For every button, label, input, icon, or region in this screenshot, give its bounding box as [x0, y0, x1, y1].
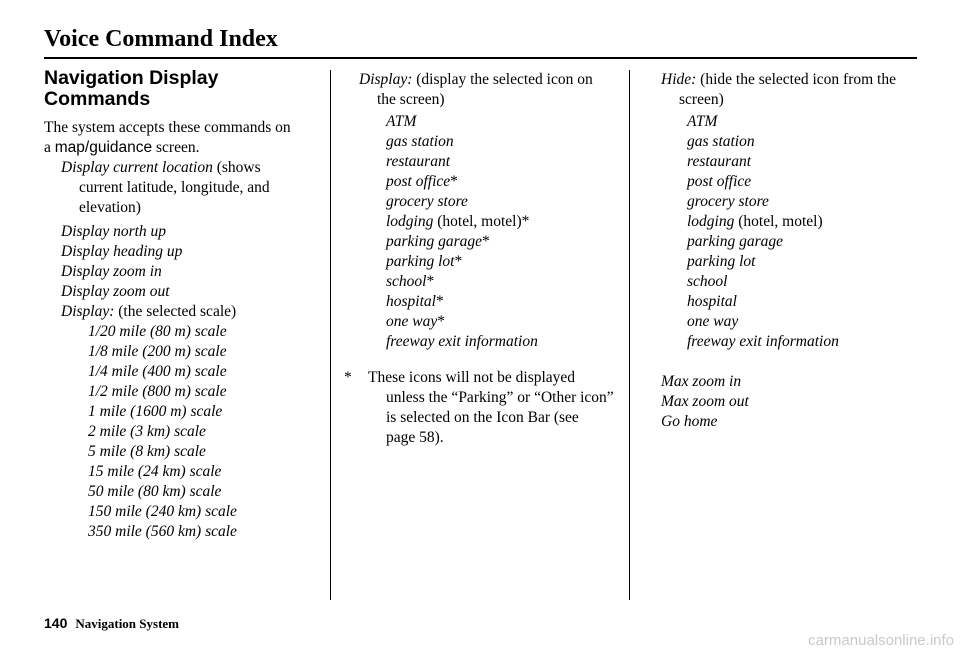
cmd-hide-rest1: (hide the selected icon from the — [696, 71, 896, 88]
column-1 — [44, 66, 324, 542]
icon-item: parking garage* — [386, 233, 490, 250]
scale-item: 1/4 mile (400 m) scale — [88, 363, 227, 380]
icon-item: one way* — [386, 313, 445, 330]
cmd-display-north-up: Display north up — [61, 223, 167, 240]
hide-icon-item: lodging (hotel, motel) — [687, 213, 823, 230]
column-3 — [661, 70, 931, 432]
icon-item: parking lot* — [386, 253, 463, 270]
cmd-display-scale — [44, 302, 324, 322]
icon-item: post office* — [386, 173, 458, 190]
hide-icon-item: school — [687, 273, 728, 290]
cmd-display-icon-rest1: (display the selected icon on — [412, 71, 593, 88]
cmd-display-current-location — [44, 158, 324, 178]
cmd-hide-rest2: screen) — [679, 91, 724, 108]
cmd-display-icon-rest2: the screen) — [377, 91, 445, 108]
cmd-current-rest3: elevation) — [79, 199, 141, 216]
hide-icon-item: restaurant — [687, 153, 752, 170]
footnote-line4: page 58). — [386, 429, 444, 446]
intro-line1: The system accepts these commands on — [44, 119, 291, 136]
cmd-display-rest: (the selected scale) — [114, 303, 237, 320]
cmd-display-zoom-out: Display zoom out — [61, 283, 170, 300]
scale-item: 5 mile (8 km) scale — [88, 443, 206, 460]
section-heading-line1: Navigation Display — [44, 67, 219, 89]
cmd-hide-icon — [661, 70, 931, 90]
scale-item: 15 mile (24 km) scale — [88, 463, 222, 480]
intro-line2a: a — [44, 139, 55, 156]
hide-icon-item: parking lot — [687, 253, 756, 270]
column-divider-1 — [330, 70, 331, 600]
intro-line2c: screen. — [152, 139, 200, 156]
scale-item: 1/2 mile (800 m) scale — [88, 383, 227, 400]
scale-item: 1/20 mile (80 m) scale — [88, 323, 227, 340]
scale-item: 1/8 mile (200 m) scale — [88, 343, 227, 360]
hide-icon-item: parking garage — [687, 233, 784, 250]
hide-icon-item: hospital — [687, 293, 737, 310]
column-divider-2 — [629, 70, 630, 600]
footnote-star: * — [344, 369, 352, 386]
cmd-display-icon — [342, 70, 622, 90]
page-number: 140 — [44, 615, 68, 631]
scale-item: 2 mile (3 km) scale — [88, 423, 206, 440]
hide-icon-item: one way — [687, 313, 739, 330]
cmd-current-rest1: (shows — [212, 159, 261, 176]
page-title: Voice Command Index — [44, 26, 278, 52]
section-heading-line2: Commands — [44, 88, 151, 110]
cmd-max-zoom-in: Max zoom in — [661, 373, 742, 390]
icon-item: ATM — [386, 113, 417, 130]
footnote-line2: unless the “Parking” or “Other icon” — [386, 389, 614, 406]
hide-icon-item: ATM — [687, 113, 718, 130]
hide-icon-item: freeway exit information — [687, 333, 839, 350]
cmd-display-heading-up: Display heading up — [61, 243, 183, 260]
cmd-display-italic: Display: — [61, 303, 115, 320]
title-rule — [44, 57, 917, 59]
hide-icon-item: gas station — [687, 133, 755, 150]
watermark: carmanualsonline.info — [808, 632, 954, 649]
intro-screen-name: map/guidance — [54, 139, 153, 156]
page-footer — [44, 615, 179, 632]
scale-item: 350 mile (560 km) scale — [88, 523, 237, 540]
hide-icon-item: grocery store — [687, 193, 769, 210]
footnote-line3: is selected on the Icon Bar (see — [386, 409, 579, 426]
footer-source: Navigation System — [75, 616, 179, 631]
icon-item: school* — [386, 273, 435, 290]
cmd-max-zoom-out: Max zoom out — [661, 393, 749, 410]
cmd-display-zoom-in: Display zoom in — [61, 263, 162, 280]
cmd-current-italic: Display current location — [61, 159, 213, 176]
intro-text — [44, 118, 324, 158]
cmd-display-icon-italic: Display: — [359, 71, 413, 88]
cmd-go-home: Go home — [661, 413, 718, 430]
hide-icon-item: post office — [687, 173, 752, 190]
cmd-hide-italic: Hide: — [661, 71, 697, 88]
column-2 — [342, 70, 622, 448]
icon-item: lodging (hotel, motel)* — [386, 213, 530, 230]
footnote — [342, 368, 622, 448]
scale-item: 50 mile (80 km) scale — [88, 483, 222, 500]
icon-item: restaurant — [386, 153, 451, 170]
cmd-current-rest2: current latitude, longitude, and — [79, 179, 270, 196]
icon-item: gas station — [386, 133, 454, 150]
footnote-line1: These icons will not be displayed — [368, 369, 576, 386]
scale-item: 150 mile (240 km) scale — [88, 503, 237, 520]
spacer — [342, 352, 622, 362]
icon-item: freeway exit information — [386, 333, 538, 350]
scale-item: 1 mile (1600 m) scale — [88, 403, 223, 420]
icon-item: hospital* — [386, 293, 444, 310]
icon-item: grocery store — [386, 193, 468, 210]
section-heading — [44, 68, 324, 110]
spacer — [661, 352, 931, 372]
